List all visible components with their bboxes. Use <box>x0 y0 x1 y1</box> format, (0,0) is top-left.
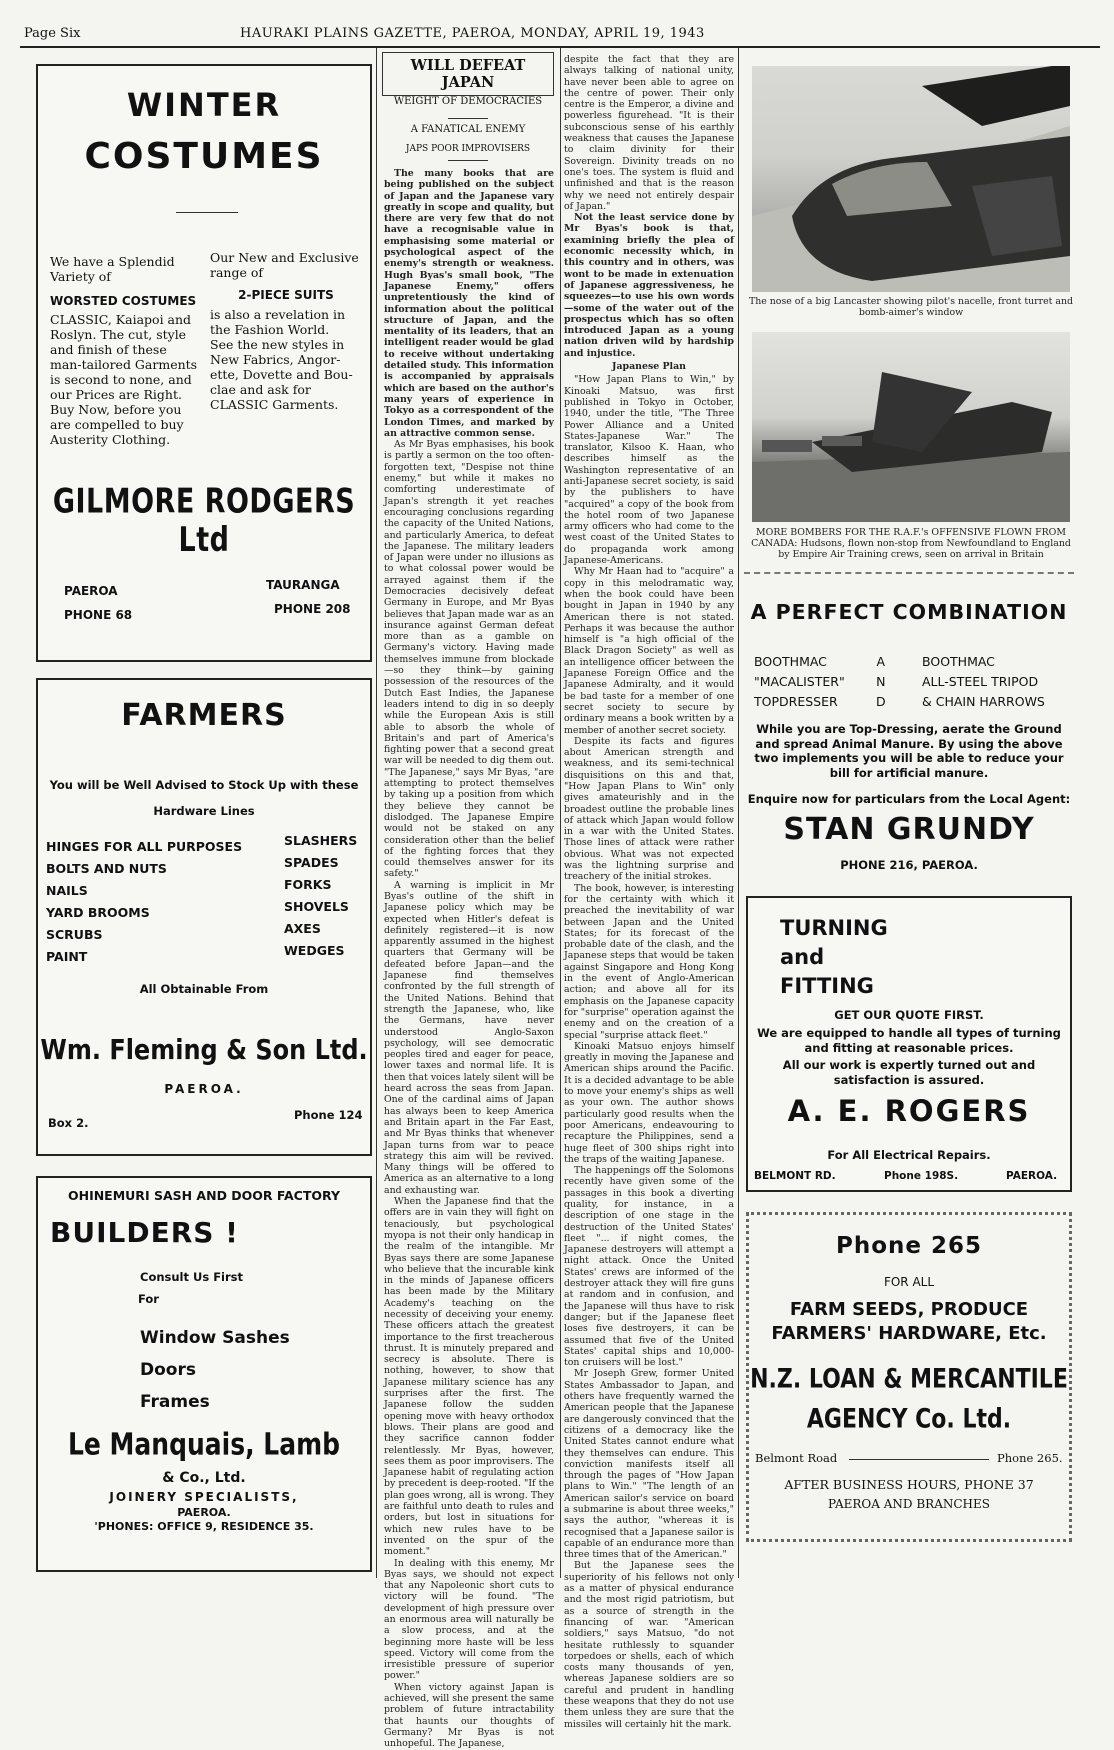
ad-text: Enquire now for particulars from the Local Agent: <box>747 792 1071 806</box>
article-paragraph: In dealing with this enemy, Mr Byas says, we should not expect that any Napoleonic short cuts to victory will be found. "The development of high pressure over an enormous area will naturally be a slow process, and at the beginning more haste will be less speed. Victory will come from the irresistible pressure of superior power." <box>384 1557 554 1682</box>
ad-heading: BUILDERS ! <box>50 1216 239 1249</box>
list-item: SCRUBS <box>46 927 103 942</box>
photo-caption: MORE BOMBERS FOR THE R.A.F.'s OFFENSIVE FLOWN FROM CANADA: Hudsons, flown non-stop from Newfoundland to England by Empire Air Training crews, seen on arrival in Britain <box>751 527 1071 560</box>
masthead <box>20 24 1100 48</box>
photo-caption: The nose of a big Lancaster showing pilot's nacelle, front turret and bomb-aimer's window <box>748 296 1074 318</box>
ad-text: For All Electrical Repairs. <box>827 1148 991 1162</box>
ad-text: Consult Us First <box>140 1270 244 1284</box>
column-rule <box>376 48 377 1578</box>
list-item: TOPDRESSER <box>754 694 838 709</box>
list-item: Window Sashes <box>140 1328 290 1348</box>
ad-heading: FARMERS <box>121 698 287 733</box>
hudsons-photo <box>752 332 1070 522</box>
ad-text: Buy Now, before you are compelled to buy Austerity Clothing. <box>50 402 184 447</box>
firm-tagline: JOINERY SPECIALISTS, <box>109 1490 299 1504</box>
phone-number: Phone 265. <box>997 1451 1063 1465</box>
ad-intro: You will be Well Advised to Stock Up with these <box>49 778 359 792</box>
ad-body: While you are Top-Dressing, aerate the Ground and spread Animal Manure. By using the above two implements you will be able to reduce your bill for artificial manure. <box>754 722 1064 780</box>
article-paragraph: When the Japanese find that the offers are in vain they will fight on tenaciously, but psychological myopa is not their only handicap in the realm of the intangible. Mr Byas says there are some Japanese who believe that the incurable kink in the minds of Japanese officers has been made by the Military Academy's teaching on the necessity of deceiving your enemy. These officers attach the greatest importance to the first treacherous thrust. It is minutely prepared and secrecy is absolute. There is nothing, however, to show that Japanese military science has any surprises after the first. The Japanese follow the sudden opening move with heavy orthodox blows. Their plans are good and they sacrifice cannon fodder relentlessly. Mr Byas, however, sees them as poor improvisers. The Japanese habit of regulating action by precedent is deep-rooted. "If the plan goes wrong, all is wrong. They are faithful unto death to rules and orders, but lost in situations for which new rules have to be invented on the spur of the moment." <box>384 1196 554 1558</box>
list-item: HINGES FOR ALL PURPOSES <box>46 839 243 854</box>
address: Belmont Road <box>755 1451 838 1465</box>
list-item: SLASHERS <box>284 833 358 848</box>
combo-middle <box>876 652 886 712</box>
list-item: Doors <box>140 1360 196 1380</box>
list-item: ALL-STEEL TRIPOD <box>922 674 1039 689</box>
article-paragraph: When victory against Japan is achieved, will she present the same problem of future intractability that haunts our thoughts of Germany? Mr Byas is not unhopeful. The Japanese, <box>384 1681 554 1750</box>
ad-text: All Obtainable From <box>139 982 269 996</box>
ad-text: We have a Splendid Variety of <box>50 254 175 284</box>
nz-loan-ad <box>746 1212 1072 1542</box>
list-item: WEDGES <box>284 943 345 958</box>
list-item: SPADES <box>284 855 339 870</box>
list-item: BOOTHMAC <box>922 654 995 669</box>
ad-text: CLASSIC, Kaiapoi and Roslyn. The cut, style and finish of these man-tailored Garments is second to none, and our Prices are Right. <box>50 312 198 402</box>
ad-text: FOR ALL <box>883 1275 935 1289</box>
phone-number: PHONE 68 <box>64 608 133 622</box>
ad-body: All our work is expertly turned out and satisfaction is assured. <box>782 1058 1036 1087</box>
ad-subheading: 2-PIECE SUITS <box>238 288 334 302</box>
list-item: PAINT <box>46 949 88 964</box>
list-item: A <box>876 654 886 669</box>
firm-name: A. E. ROGERS <box>787 1094 1031 1128</box>
phone-numbers: 'PHONES: OFFICE 9, RESIDENCE 35. <box>94 1520 314 1533</box>
divider <box>448 160 488 161</box>
phone-number: PHONE 216, PAEROA. <box>840 858 978 872</box>
list-item: AXES <box>284 921 321 936</box>
ad-text: Our New and Exclusive range of <box>210 250 359 280</box>
town-name: PAEROA. <box>177 1506 231 1519</box>
list-item: Frames <box>140 1392 210 1412</box>
ad-heading-line: FITTING <box>780 974 874 998</box>
ad-text: PAEROA AND BRANCHES <box>828 1497 990 1511</box>
ad-text: See the new styles in New Fabrics, Angor-ette, Dovette and Bou-clae and ask for CLASSIC Garments. <box>210 337 353 412</box>
ad-body: We are equipped to handle all types of turning and fitting at reasonable prices. <box>757 1026 1061 1055</box>
combo-right <box>922 652 1045 712</box>
firm-name: GILMORE RODGERS Ltd <box>52 482 356 560</box>
product-list <box>140 1322 290 1418</box>
divider <box>744 572 1074 574</box>
phone-number: Phone 124 <box>294 1108 363 1122</box>
list-item: NAILS <box>46 883 88 898</box>
list-item: N <box>876 674 886 689</box>
turning-fitting-ad <box>746 896 1072 1192</box>
divider <box>448 118 488 119</box>
article-subheading: Japanese Plan <box>612 361 686 373</box>
column-rule <box>560 48 561 1578</box>
ad-text: FARM SEEDS, PRODUCE <box>789 1299 1029 1320</box>
combo-left <box>754 652 845 712</box>
ad-subheading: WORSTED COSTUMES <box>50 294 197 308</box>
hardware-list-right <box>284 830 357 962</box>
article-headline: WILL DEFEAT JAPAN <box>382 52 554 96</box>
article-paragraph: A warning is implicit in Mr Byas's outline of the shift in Japanese policy which may be expected when Hitler's defeat is definitely registered—it is now apparently assumed in the highest quarters that Germany will be defeated before Japan—and the Japanese find themselves confronted by the full strength of the United Nations. Behind that strength the Japanese, who, like the Germans, have never understood Anglo-Saxon psychology, will see democratic peoples tired and eager for peace, lower taxes and normal life. It is then that voices lately silent will be heard across the seas from Japan. One of the cardinal aims of Japan has always been to keep America and Britain apart in the Far East, and Mr Byas thinks that whenever Japan turns from war to peace strategy this aim will be revived. Many things will be offered to America as an alternative to a long and exhausting war. <box>384 879 554 1196</box>
article-body <box>384 168 554 1750</box>
ad-text: FARMERS' HARDWARE, Etc. <box>771 1323 1047 1344</box>
list-item: D <box>876 694 886 709</box>
article-deck: A FANATICAL ENEMY <box>410 124 526 135</box>
article-deck: JAPS POOR IMPROVISERS <box>405 144 531 154</box>
article-deck: WEIGHT OF DEMOCRACIES <box>393 96 543 107</box>
lancaster-photo <box>752 66 1070 292</box>
ad-heading: A PERFECT COMBINATION <box>750 600 1068 624</box>
article-paragraph: But the Japanese sees the superiority of his fellows not only as a matter of physical endurance and the most rigid patriotism, but as a source of strength in the financing of war. "American soldiers," says Matsuo, "do not hesitate ruthlessly to squander torpedoes or shells, each of which costs many thousands of yen, whereas Japanese soldiers are so careful and prudent in handling these weapons that they do not use them unless they are sure that the missiles will certainly hit the mark. <box>564 1560 734 1730</box>
page-number: Page Six <box>24 26 81 41</box>
aircraft-image <box>752 66 1070 292</box>
article-paragraph: As Mr Byas emphasises, his book is partly a sermon on the too often-forgotten text, "Despise not thine enemy," but while it makes no comforting underestimate of Japan's strength it yet reaches encouraging conclusions regarding the capacity of the United Nations, and particularly America, to defeat the Japanese. The military leaders of Japan were under no illusions as to what colossal power would be arrayed against them if the Democracies decisively defeat Germany in Europe, and Mr Byas believes that Japan made war as an insurance against German defeat more than as a gamble on Germany's victory. Having made themselves immune from blockade—so they think—by gaining possession of the resources of the Dutch East Indies, the Japanese leaders intend to dig in so deeply while the European Axis is still able to absorb the whole of Britain's and part of America's fighting power that a second great war will be needed to dig them out. "The Japanese," says Mr Byas, "are attempting to protect themselves by taking up a position from which they believe they cannot be dislodged. The Japanese Empire would not be staked on any consideration other than the belief of the fighting forces that they could themselves answer for its safety." <box>384 439 554 880</box>
agent-name: STAN GRUNDY <box>783 812 1035 847</box>
winter-costumes-ad <box>36 64 372 662</box>
ad-heading-line: and <box>780 945 825 969</box>
ad-heading: Phone 265 <box>835 1233 983 1259</box>
ad-left-column <box>50 254 202 447</box>
list-item: & CHAIN HARROWS <box>922 694 1045 709</box>
town-name: PAEROA <box>64 584 118 598</box>
ad-heading <box>780 914 888 1001</box>
column-rule <box>738 48 739 1578</box>
factory-name: OHINEMURI SASH AND DOOR FACTORY <box>67 1188 340 1203</box>
ad-right-column <box>210 250 362 412</box>
ad-heading: COSTUMES <box>84 136 324 177</box>
ad-text: For <box>138 1292 159 1306</box>
article-paragraph: Mr Joseph Grew, former United States Ambassador to Japan, and others have frequently warned the American people that the Japanese are dangerously convinced that the citizens of a democracy like the United States cannot endure what they themselves can endure. This conviction manifests itself all through the pages of "How Japan plans to Win." "The length of an American sailor's service on board a submarine is about three weeks," says the author, "whereas it is recognised that a Japanese sailor is capable of an endurance more than three times that of the American." <box>564 1368 734 1561</box>
firm-name: N.Z. LOAN & MERCANTILE <box>750 1364 1068 1395</box>
ad-intro: Hardware Lines <box>153 804 255 818</box>
list-item: FORKS <box>284 877 332 892</box>
phone-number: PHONE 208 <box>274 602 351 616</box>
phone-number: Phone 198S. <box>884 1170 959 1182</box>
article-paragraph: Why Mr Haan had to "acquire" a copy in this melodramatic way, when the book could have been bought in Japan in 1940 by any American there is not stated. Perhaps it was because the author himself is "a high official of the Black Dragon Society" as well as an intelligence officer between the Japanese Foreign Office and the Japanese Admiralty, and it would be bad taste for a member of one secret society to secure by ordinary means a book written by a member of another secret society. <box>564 566 734 736</box>
perfect-combination-ad <box>744 590 1074 888</box>
ad-heading: WINTER <box>126 86 282 124</box>
firm-name: & Co., Ltd. <box>162 1470 246 1486</box>
article-lead: The many books that are being published on the subject of Japan and the Japanese vary greatly in scope and quality, but there are very few that do not have a recognisable value in emphasising some material or psychological aspect of the enemy's strength or weakness. Hugh Byas's small book, "The Japanese Enemy," offers unpretentiously the kind of information about the political structure of Japan, and the mentality of its leaders, that an intelligent reader would be glad to receive without undertaking detailed study. This information is accompanied by appraisals which are based on the author's many years of experience in Tokyo as a correspondent of the London Times, and marked by an attractive common sense. <box>384 168 554 439</box>
list-item: SHOVELS <box>284 899 349 914</box>
article-paragraph: The book, however, is interesting for the certainty with which it preached the inevitability of war between Japan and the United States; for its forecast of the probable date of the clash, and the Japanese steps that would be taken against Singapore and Hong Kong in the event of Anglo-American action; and above all for its emphasis on the Japanese capacity for "surprise" operation against the enemy and on the creation of a special "surprise attack fleet." <box>564 882 734 1041</box>
farmers-ad <box>36 678 372 1156</box>
newspaper-title: HAURAKI PLAINS GAZETTE, PAEROA, MONDAY, APRIL 19, 1943 <box>240 26 705 41</box>
article-column-1 <box>382 52 556 1750</box>
article-paragraph: Not the least service done by Mr Byas's book is that, examining briefly the plea of economic necessity which, in this country and in others, was wont to be made in extenuation of Japanese aggressiveness, he squeezes—to use his own words—some of the water out of the prospectus which has so often introduced Japan as a young nation driven wild by hardship and injustice. <box>564 212 734 359</box>
town-name: TAURANGA <box>266 578 340 592</box>
town-name: PAEROA. <box>164 1082 244 1096</box>
town-name: PAEROA. <box>1006 1170 1058 1182</box>
list-item: BOLTS AND NUTS <box>46 861 167 876</box>
article-paragraph: despite the fact that they are always talking of national unity, have never been able to agree on the centre of power. Their only centre is the Emperor, a divine and powerless figurehead. "It is their subconscious sense of his earthly weakness that causes the Japanese to claim divinity for their Sovereign. Divinity treads on no one's toes. The system is fluid and unfinished and that is the reason why we need not entirely despair of Japan." <box>564 54 734 212</box>
article-paragraph: The happenings off the Solomons recently have given some of the passages in this book a diverting quality, for instance, in a description of one stage in the destruction of the United States' fleet "... if night comes, the Japanese destroyers will attempt a night attack. Once the United States' crews are informed of the destroyer attack they will fire guns at random and in confusion, and the Japanese will thus have to risk danger; but if the Japanese fleet loses five destroyers, it can be assumed that five of the United States' capital ships and 10,000-ton cruisers will be lost." <box>564 1165 734 1369</box>
article-paragraph: Kinoaki Matsuo enjoys himself greatly in moving the Japanese and American ships around the Pacific. It is a decided advantage to be able to move your enemy's ships as well as your own. The author shows particularly good results when the poor Americans, endeavouring to recapture the Philippines, send a huge fleet of 300 ships right into the traps of the waiting Japanese. <box>564 1040 734 1165</box>
address: BELMONT RD. <box>754 1170 836 1182</box>
ad-text: AFTER BUSINESS HOURS, PHONE 37 <box>784 1477 1034 1492</box>
list-item: "MACALISTER" <box>754 674 845 689</box>
builders-ad <box>36 1176 372 1572</box>
firm-name: AGENCY Co. Ltd. <box>806 1404 1012 1435</box>
ad-text: GET OUR QUOTE FIRST. <box>834 1008 984 1022</box>
divider <box>176 212 238 213</box>
list-item: YARD BROOMS <box>46 905 150 920</box>
article-paragraph: "How Japan Plans to Win," by Kinoaki Matsuo, was first published in Tokyo in October, 1940, under the title, "The Three Power Alliance and a United States-Japanese War." The translator, Kilsoo K. Haan, who describes himself as the Washington representative of an anti-Japanese secret society, is said by the publishers to have "acquired" a copy of the book from the hotel room of two Japanese army officers who had come to the west coast of the United States to do propaganda work among Japanese-Americans. <box>564 374 734 567</box>
hardware-list-left <box>46 836 242 968</box>
box-number: Box 2. <box>48 1116 89 1130</box>
article-column-2 <box>564 54 734 1730</box>
article-paragraph: Despite its facts and figures about American strength and weakness, and its semi-technical disquisitions on this and that, "How Japan Plans to Win" only gives amateurishly and in the broadest outline the probable lines of attack which Japan would follow in a war with the United States. Those lines of attack were rather obvious. What was not expected was the lightning surprise and treachery of the initial strokes. <box>564 735 734 883</box>
ad-text: is also a revelation in the Fashion World. <box>210 307 346 337</box>
aircraft-image <box>752 332 1070 522</box>
list-item: BOOTHMAC <box>754 654 827 669</box>
firm-name: Wm. Fleming & Son Ltd. <box>40 1033 368 1067</box>
ad-heading-line: TURNING <box>780 916 888 940</box>
firm-name: Le Manquais, Lamb <box>67 1427 341 1462</box>
divider <box>849 1459 989 1460</box>
